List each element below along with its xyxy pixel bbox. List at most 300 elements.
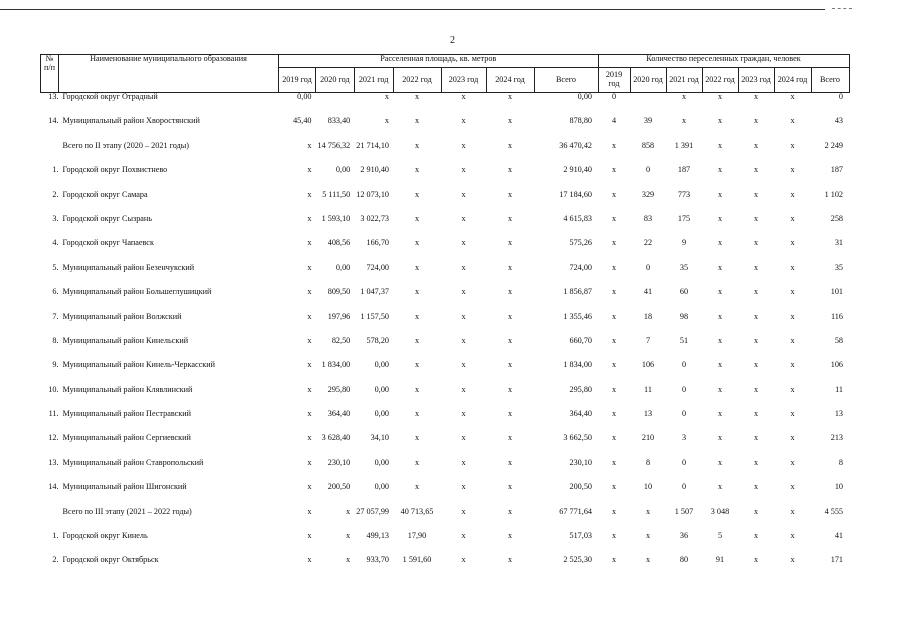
cell-area-2: 578,20 [366,335,389,345]
cell-row-name: Муниципальный район Кинель-Черкасский [62,360,215,370]
cell-people-4: x [753,238,759,248]
cell-people-4: x [753,213,759,223]
cell-people-0: x [611,165,617,175]
cell-people-1: 39 [643,116,653,126]
cell-area-0: x [307,531,312,541]
cell-row-name: Всего по III этапу (2021 – 2022 годы) [62,506,192,516]
cell-area-3: x [414,189,420,199]
cell-area-total: 4 615,83 [563,213,592,223]
cell-area-4: x [461,531,466,541]
cell-area-3: x [414,360,420,370]
cell-row-number: 14. [48,116,59,126]
cell-area-3: x [414,482,420,492]
cell-area-5: x [507,165,513,175]
cell-people-total: 116 [831,311,843,321]
cell-people-3: x [717,433,723,443]
cell-people-total: 106 [830,360,843,370]
cell-people-total: 101 [830,287,843,297]
cell-people-1: x [645,506,651,516]
cell-area-0: 0,00 [297,92,312,101]
cell-row-name: Городской округ Кинель [62,531,148,541]
cell-people-total: 258 [830,213,843,223]
cell-area-5: x [507,287,513,297]
cell-area-1: 197,96 [327,311,351,321]
cell-area-0: x [307,482,312,492]
cell-people-5: x [790,360,795,370]
cell-area-4: x [461,457,466,467]
cell-people-total: 187 [830,165,843,175]
cell-area-1: 364,40 [327,409,351,419]
cell-people-0: x [611,384,617,394]
cell-area-5: x [507,433,513,443]
cell-people-2: 0 [681,482,687,492]
cell-row-number: 13. [48,92,59,101]
table-row [41,239,850,263]
cell-area-2: 27 057,99 [356,506,389,516]
table-row [41,434,850,458]
cell-area-3: x [414,140,420,150]
cell-people-4: x [753,140,759,150]
cell-people-5: x [790,92,795,101]
table-row [41,361,850,385]
cell-area-2: 499,13 [366,531,389,541]
cell-people-2: 773 [677,189,691,199]
cell-people-1: 210 [641,433,655,443]
cell-people-2: 187 [677,165,691,175]
table-row [41,337,850,361]
cell-people-2: 1 391 [674,140,694,150]
cell-row-number: 6. [52,287,59,297]
cell-area-1: 82,50 [331,335,351,345]
cell-people-2: 60 [679,287,689,297]
cell-people-5: x [790,287,795,297]
cell-row-number: 1. [52,531,59,541]
cell-area-3: x [414,287,420,297]
cell-area-0: x [307,189,312,199]
cell-people-0: x [611,433,617,443]
cell-people-2: 0 [681,384,687,394]
header-area-year-2: 2021 год [354,68,393,93]
cell-area-total: 230,10 [569,457,592,467]
header-area-year-3: 2022 год [393,68,441,93]
cell-people-1 [630,93,666,118]
cell-people-1: 83 [643,213,653,223]
cell-area-1: 1 834,00 [321,360,351,370]
cell-area-total: 67 771,64 [559,506,592,516]
cell-area-0: x [307,311,312,321]
cell-people-4: x [753,165,759,175]
table-body [41,93,850,581]
cell-row-name: Городской округ Чапаевск [62,238,154,248]
cell-area-3: x [414,457,420,467]
cell-area-5: x [507,457,513,467]
cell-area-4: x [461,262,466,272]
cell-area-3: x [414,384,420,394]
cell-area-1: 3 628,40 [321,433,351,443]
cell-area-2: 0,00 [374,457,389,467]
table-row [41,386,850,410]
cell-people-5: x [790,506,795,516]
cell-people-0: x [611,213,617,223]
cell-row-name: Городской округ Сызрань [62,213,153,223]
cell-area-5: x [507,482,513,492]
cell-area-4: x [461,555,466,565]
cell-people-3: x [717,457,723,467]
cell-row-name: Городской округ Самара [62,189,148,199]
cell-area-1: 5 111,50 [322,189,351,199]
cell-area-2: 1 047,37 [360,287,389,297]
resettlement-table [40,54,850,581]
cell-row-number: 10. [48,384,59,394]
cell-people-1: 106 [641,360,655,370]
cell-area-2: 0,00 [374,409,389,419]
cell-people-3: x [717,311,723,321]
cell-area-3: x [414,92,420,101]
page-number: 2 [450,35,455,46]
cell-area-total: 1 355,46 [563,311,592,321]
cell-people-1: 858 [641,140,655,150]
cell-row-name: Городской округ Отрадный [62,92,158,101]
cell-area-3: x [414,409,420,419]
cell-people-0: x [611,287,617,297]
cell-area-0: 45,40 [293,116,312,126]
cell-people-0: x [611,262,617,272]
header-people-year-3: 2022 год [702,68,738,93]
cell-area-2: 21 714,10 [356,140,389,150]
table-row [41,508,850,532]
table-row [41,410,850,434]
cell-area-5: x [507,140,513,150]
cell-area-4: x [461,506,466,516]
cell-people-1: 10 [643,482,653,492]
cell-area-1: 0,00 [335,165,351,175]
cell-people-1: 7 [645,335,651,345]
table-row [41,288,850,312]
cell-area-5: x [507,360,513,370]
table-row [41,191,850,215]
cell-area-total: 575,26 [569,238,592,248]
cell-area-5: x [507,238,513,248]
cell-area-3: x [414,238,420,248]
cell-area-4: x [461,140,466,150]
cell-row-name: Муниципальный район Клявлинский [62,384,193,394]
table-header [41,55,850,93]
cell-people-2: x [681,116,687,126]
cell-people-0: x [611,482,617,492]
cell-area-0: x [307,433,312,443]
table-row [41,93,850,118]
cell-area-4: x [461,335,466,345]
cell-people-5: x [790,409,795,419]
header-people-year-0: 2019 год [598,68,630,93]
cell-people-4: x [753,409,759,419]
cell-area-2: 1 157,50 [360,311,389,321]
cell-area-total: 36 470,42 [559,140,592,150]
cell-row-number: 12. [48,433,59,443]
cell-area-1: x [346,531,351,541]
cell-people-total: 31 [834,238,843,248]
cell-area-5: x [507,189,513,199]
cell-people-1: 329 [641,189,655,199]
cell-area-3: x [414,335,420,345]
cell-area-0: x [307,262,312,272]
cell-people-4: x [753,92,759,101]
cell-area-5: x [507,335,513,345]
cell-area-0: x [307,506,312,516]
cell-area-4: x [461,92,466,101]
cell-people-4: x [753,433,759,443]
cell-area-4: x [461,409,466,419]
cell-people-4: x [753,189,759,199]
cell-people-4: x [753,457,759,467]
table-row [41,459,850,483]
cell-people-4: x [753,116,759,126]
cell-area-total: 1 856,87 [563,287,592,297]
cell-area-1: 295,80 [327,384,351,394]
cell-people-3: 5 [717,531,723,541]
header-area-year-5: 2024 год [486,68,534,93]
cell-row-number: 1. [52,165,59,175]
cell-people-4: x [753,360,759,370]
cell-area-2: x [384,116,389,126]
cell-people-0: x [611,311,617,321]
cell-people-2: 35 [679,262,689,272]
cell-people-4: x [753,262,759,272]
cell-area-total: 17 184,60 [559,189,592,199]
cell-area-total: 517,03 [569,531,592,541]
cell-area-5: x [507,213,513,223]
cell-area-3: x [414,311,420,321]
cell-people-total: 1 102 [824,189,843,199]
cell-area-4: x [461,238,466,248]
cell-row-number [41,142,59,166]
cell-people-5: x [790,555,795,565]
cell-area-3: x [414,213,420,223]
cell-area-1: 0,00 [335,262,351,272]
cell-area-5: x [507,555,513,565]
cell-people-4: x [753,311,759,321]
cell-area-4: x [461,360,466,370]
cell-people-4: x [753,482,759,492]
table-row [41,166,850,190]
cell-area-5: x [507,262,513,272]
cell-row-name: Всего по II этапу (2020 – 2021 годы) [62,140,190,150]
cell-people-total: 13 [834,409,843,419]
cell-area-5: x [507,92,513,101]
cell-area-2: 933,70 [366,555,389,565]
cell-people-0: x [611,506,617,516]
cell-people-total: 35 [834,262,843,272]
cell-people-3: x [717,165,723,175]
cell-people-total: 43 [834,116,843,126]
cell-people-3: x [717,262,723,272]
cell-row-name: Муниципальный район Пестравский [62,409,192,419]
cell-row-name: Муниципальный район Безенчукский [62,262,195,272]
cell-people-0: x [611,360,617,370]
cell-people-5: x [790,165,795,175]
cell-people-3: x [717,384,723,394]
cell-area-2: 2 910,40 [360,165,389,175]
cell-people-total: 171 [830,555,843,565]
cell-row-number: 3. [52,213,59,223]
cell-row-number: 11. [48,409,59,419]
cell-area-4: x [461,116,466,126]
cell-area-1: 833,40 [327,116,351,126]
table-row [41,483,850,507]
cell-area-4: x [461,482,466,492]
cell-area-total: 660,70 [569,335,592,345]
table-row [41,556,850,580]
cell-people-2: 0 [681,409,687,419]
cell-area-3: 1 591,60 [402,555,432,565]
cell-row-number: 9. [52,360,59,370]
cell-row-number: 5. [52,262,59,272]
cell-people-5: x [790,116,795,126]
cell-people-3: x [717,360,723,370]
cell-people-total: 0 [838,92,843,101]
cell-row-name: Муниципальный район Кинельский [62,335,189,345]
cell-area-2: x [384,92,389,101]
cell-area-0: x [307,409,312,419]
cell-area-1: 809,50 [327,287,351,297]
cell-area-0: x [307,457,312,467]
cell-area-0: x [307,555,312,565]
cell-people-2: 0 [681,360,687,370]
cell-area-4: x [461,213,466,223]
cell-row-name: Муниципальный район Сергиевский [62,433,191,443]
cell-area-4: x [461,433,466,443]
cell-row-number: 13. [48,457,59,467]
cell-area-total: 2 910,40 [563,165,592,175]
cell-people-4: x [753,287,759,297]
cell-people-0: 0 [611,92,617,101]
cell-area-total: 3 662,50 [563,433,592,443]
top-rule [0,9,825,10]
cell-people-4: x [753,506,759,516]
table-row [41,215,850,239]
cell-area-total: 200,50 [569,482,592,492]
cell-people-5: x [790,433,795,443]
cell-people-0: x [611,531,617,541]
cell-area-4: x [461,384,466,394]
cell-row-number: 7. [52,311,59,321]
cell-row-number: 2. [52,555,59,565]
cell-row-name: Муниципальный район Шигонский [62,482,187,492]
cell-people-total: 2 249 [824,140,843,150]
cell-people-total: 213 [830,433,843,443]
cell-people-1: 11 [644,384,652,394]
header-people-group: Количество переселенных граждан, человек [598,55,849,68]
cell-people-3: x [717,189,723,199]
cell-area-1: 14 756,32 [317,140,351,150]
cell-area-3: x [414,165,420,175]
cell-area-1 [316,93,355,118]
cell-people-5: x [790,384,795,394]
cell-people-3: 3 048 [710,506,730,516]
cell-people-2: 9 [681,238,687,248]
cell-area-2: 166,70 [366,238,389,248]
cell-people-0: x [611,409,617,419]
cell-people-3: x [717,482,723,492]
cell-people-0: x [611,189,617,199]
cell-people-5: x [790,262,795,272]
cell-row-name: Городской округ Октябрьск [62,555,159,565]
cell-area-3: 40 713,65 [400,506,434,516]
cell-area-0: x [307,360,312,370]
cell-people-1: 8 [645,457,651,467]
cell-people-5: x [790,335,795,345]
cell-area-0: x [307,335,312,345]
cell-people-2: 98 [679,311,689,321]
header-area-group: Расселенная площадь, кв. метров [279,55,599,68]
cell-area-5: x [507,531,513,541]
header-people-year-1: 2020 год [630,68,666,93]
cell-area-2: 0,00 [374,384,389,394]
header-people-year-2: 2021 год [666,68,702,93]
cell-row-number: 2. [52,189,59,199]
cell-area-0: x [307,384,312,394]
cell-people-2: 3 [681,433,687,443]
table-row [41,142,850,166]
cell-area-2: 0,00 [374,482,389,492]
cell-area-3: x [414,116,420,126]
cell-area-total: 0,00 [577,92,592,101]
cell-people-0: x [611,457,617,467]
cell-area-1: 408,56 [327,238,351,248]
cell-area-4: x [461,165,466,175]
cell-area-1: 1 593,10 [321,213,351,223]
header-people-year-4: 2023 год [738,68,774,93]
cell-area-total: 364,40 [569,409,592,419]
cell-row-number: 14. [48,482,59,492]
cell-people-0: x [611,140,617,150]
cell-people-4: x [753,555,759,565]
cell-people-3: x [717,92,723,101]
cell-people-5: x [790,531,795,541]
cell-area-5: x [507,311,513,321]
cell-area-0: x [307,238,312,248]
cell-people-total: 58 [834,335,843,345]
cell-people-5: x [790,311,795,321]
cell-people-2: 80 [679,555,689,565]
header-area-year-1: 2020 год [316,68,355,93]
cell-area-1: x [346,506,351,516]
cell-people-2: x [681,92,687,101]
cell-people-1: 18 [643,311,653,321]
cell-people-1: 0 [645,262,651,272]
cell-area-0: x [307,287,312,297]
cell-area-4: x [461,287,466,297]
cell-row-number [41,508,59,532]
cell-people-5: x [790,457,795,467]
cell-people-3: x [717,287,723,297]
cell-people-1: x [645,555,651,565]
cell-area-2: 3 022,73 [360,213,389,223]
cell-area-total: 1 834,00 [563,360,592,370]
cell-people-0: 4 [611,116,617,126]
cell-area-2: 12 073,10 [356,189,389,199]
cell-area-0: x [307,140,312,150]
cell-area-0: x [307,213,312,223]
cell-people-5: x [790,238,795,248]
cell-area-total: 2 525,30 [563,555,592,565]
cell-people-4: x [753,335,759,345]
cell-people-total: 11 [835,384,843,394]
cell-people-0: x [611,238,617,248]
cell-row-number: 8. [52,335,59,345]
cell-row-name: Муниципальный район Хворостянский [62,116,200,126]
header-area-total: Всего [534,68,598,93]
